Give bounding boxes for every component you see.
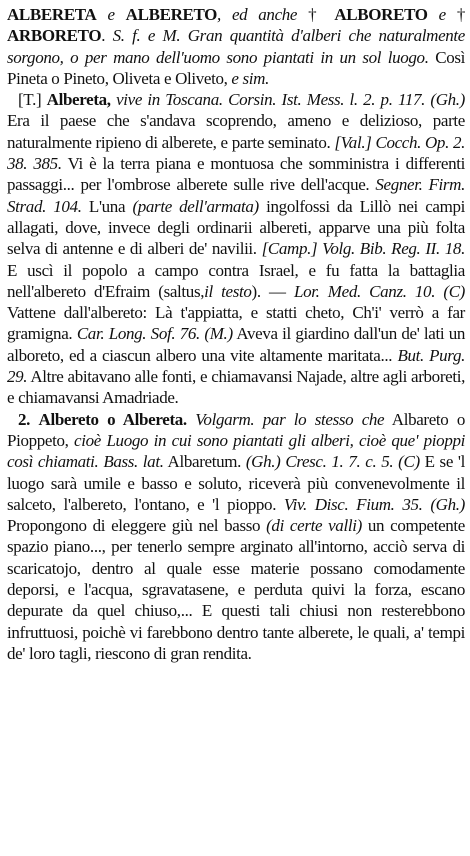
citation-text-4a: E uscì il popolo a campo contra Israel, e fu fatta la battaglia nell'albereto d'Efraim (saltus, [7,260,465,301]
headword-variant-2: ALBORETO [334,5,428,24]
headword-conjunction: e [107,5,115,24]
citation-source-1: Corsin. Ist. Mess. l. 2. p. 117. (Gh.) [228,90,465,110]
entry-headword-paragraph: ALBERETA e ALBERETO, ed anche † ALBORETO e † ARBORETO. S. f. e M. Gran quantità d'alberi che naturalmente sorgono, o per mano dell'uomo sono piantati in un sol luogo. Così Pineta o Pineto, Oliveta e Oliveto, e sim. [7,5,465,88]
citation-text-3b: ingolfossi da Lillò nei campi allagati, dove, invece degli ordinarii albereti, apparve una più folta selva di antenne e di alberi de' navilii. [7,196,465,259]
citation-text-7: Altre abitavano alle fonti, e chiamavansi Najade, altre agli arboreti, e chiamavansi Amadriade. [7,367,465,408]
section-label: vive in Toscana. [116,90,223,110]
citation-text-6: Aveva il giardino dall'un de' lati un alboreto, ed a ciascun albero una vite altamente maritata... [7,324,466,365]
sense-citation-text-2a: Propongono di eleggere giù nel basso [7,516,261,536]
definition-tail: Così Pineta o Pineto, Oliveta e Oliveto, [7,47,465,88]
headword-variant-3: ARBORETO [7,26,102,46]
sense-citation-text-1: E se 'l luogo sarà umile e basso e soluto, riceverà più convenevolmente il salceto, l'albereto, l'ontano, e 'l pioppo. [7,452,465,514]
citation-text-4b: ). [251,281,261,301]
sense-citation-text-2b: un competente spazio piano..., per tenerlo sempre arginato all'intorno, acciò serva di scaricatojo, dentro al quale esse materie possano comodamente deporsi, e l'acqua, sgravatasene, e perduta quivi la forza, escano depurate da quel chiuso,... E questi tali chiusi non resterebbono infruttuosi, poichè vi farebbono dentro tante alberete, le quali, a' tempi de' loro tagli, riescono di gran rendita. [7,516,465,663]
sense-number: 2. [18,409,31,429]
citation-paren-3: (parte dell'armata) [132,196,259,216]
headword: ALBERETA [7,5,97,24]
headword-note: , ed anche [217,5,298,24]
sense-2-paragraph [7,409,465,665]
citation-source-7: But. Purg. 29. [7,345,465,387]
citation-text-2: Vi è la terra piana e montuosa che somministra i differenti passaggi... per l'ombrose alberete sulle rive dell'acque. [7,154,466,195]
sense-citation-source-1: (Gh.) Cresc. 1. 7. c. 5. (C) [245,452,420,472]
headword-variant: ALBERETO [125,5,218,24]
section-headword: Albereta, [46,90,111,110]
citation-text-1: Era il paese che s'andava scoprendo, ameno e delizioso, parte naturalmente ripieno di alberete, e parte seminato. [7,111,465,152]
section-tuscany: [T.] Albereta, vive in Toscana. Corsin. Ist. Mess. l. 2. p. 117. (Gh.) Era il paese che s'andava scoprendo, ameno e delizioso, parte naturalmente ripieno di alberete, e parte seminato. [Val.] Cocch. Op. 2. 38. 385. Vi è la terra piana e montuosa che somministra i differenti passaggi... per l'ombrose alberete sulle rive dell'acque. Segner. Firm. Strad. 104. L'una (parte dell'armata) ingolfossi da Lillò nei campi allagati, dove, invece degli ordinarii albereti, apparve una più folta selva di antenne e di alberi de' navilii. [Camp.] Volg. Bib. Reg. II. 18. E uscì il popolo a campo contra Israel, e fu fatta la battaglia nell'albereto d'Efraim (saltus,il testo). — Lor. Med. Canz. 10. (C) Vattene dall'albereto: Là t'appiatta, e statti cheto, Ch'i' verrò a far gramigna. Car. Long. Sof. 76. (M.) Aveva il giardino dall'un de' lati un alboreto, ed a ciascun albero una vite altamente maritata... But. Purg. 29. Altre abitavano alle fonti, e chiamavansi Najade, altre agli arboreti, e chiamavansi Amadriade. [7,90,466,408]
citation-text-5: Vattene dall'albereto: Là t'appiatta, e statti cheto, Ch'i' verrò a far gramigna. [7,303,465,344]
sense-citation-paren: (di certe valli) [266,516,362,536]
sense-definition: Volgarm. par lo stesso che [195,409,385,429]
citation-paren-4: il testo [204,281,252,301]
definition: Gran quantità d'alberi che naturalmente sorgono, o per mano dell'uomo sono piantati in un sol luogo. [7,26,465,67]
latin-term: Albaretum. [167,452,241,472]
sense-definition-2: cioè Luogo in cui sono piantati gli alberi, cioè que' pioppi così chiamati. Bass. lat. [7,430,465,472]
dagger-mark: † [308,5,324,24]
citation-source-2: [Val.] Cocch. Op. 2. 38. 385. [7,132,466,174]
grammar-label: S. f. e M. [112,26,181,46]
sense-headword: Albereto o Albereta. [38,409,187,429]
citation-source-3: Segner. Firm. Strad. 104. [7,175,465,216]
citation-source-6: Car. Long. Sof. 76. (M.) [76,324,233,344]
citation-source-4: [Camp.] Volg. Bib. Reg. II. 18. [261,239,465,259]
sense-citation-source-2: Viv. Disc. Fium. 35. (Gh.) [283,494,465,514]
citation-source-5: Lor. Med. Canz. 10. (C) [293,281,465,301]
sense-term: Albareto o Pioppeto, [7,409,466,450]
headword-conjunction-2: e [438,5,446,24]
dagger-mark-2: † [456,5,465,24]
section-marker: [T.] [18,90,42,110]
et-similia: e sim. [231,68,269,88]
citation-text-3a: L'una [88,196,126,216]
